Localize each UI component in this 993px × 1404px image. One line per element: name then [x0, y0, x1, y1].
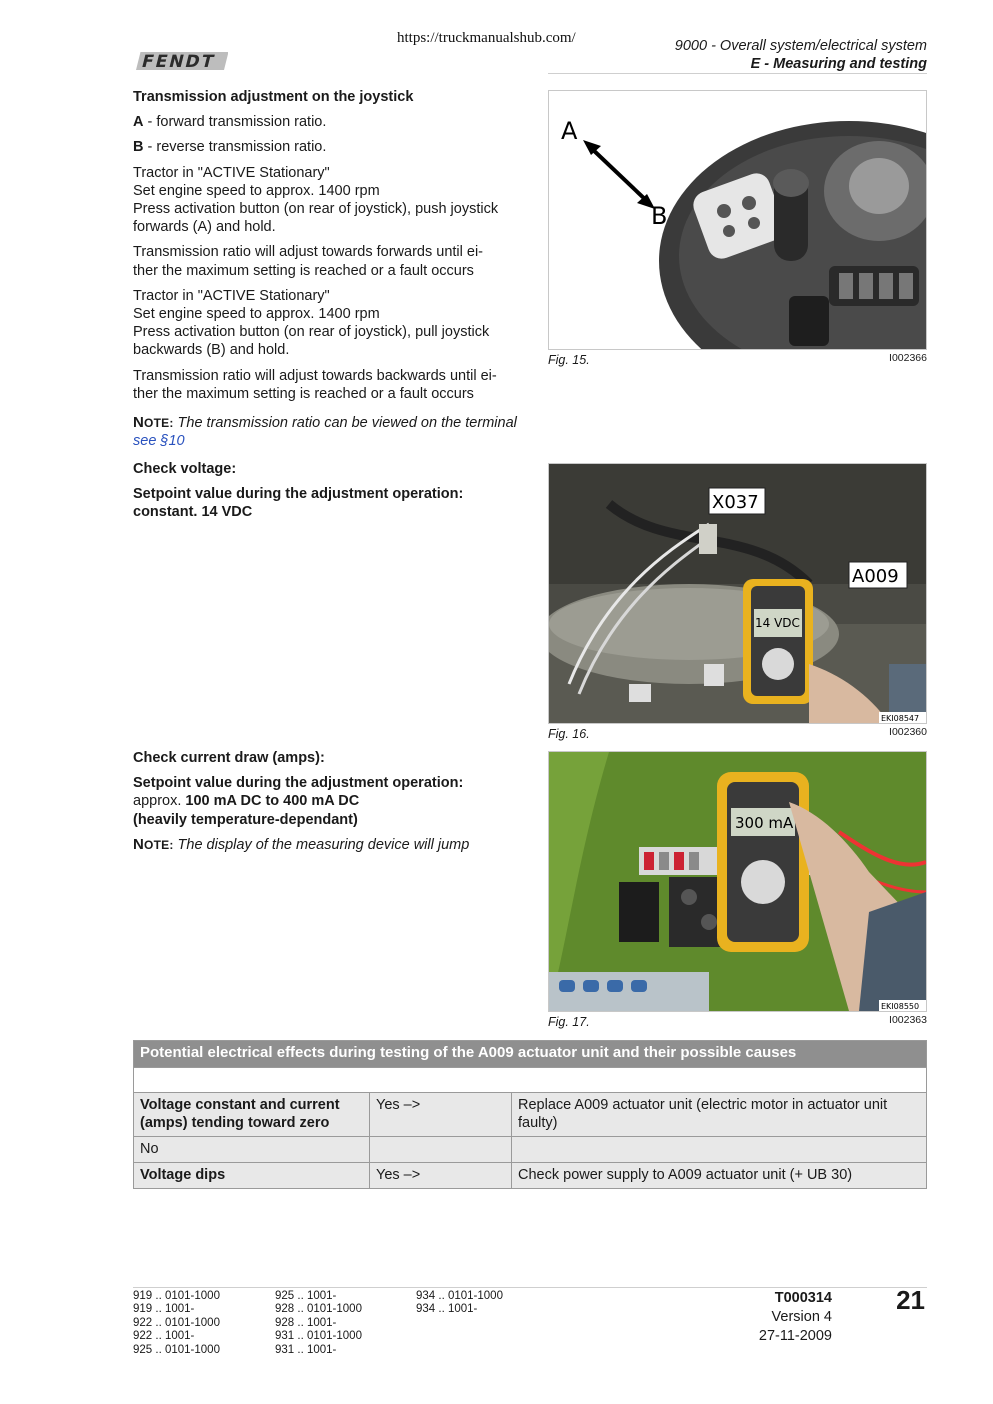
header-system-title: 9000 - Overall system/electrical system — [674, 38, 927, 54]
backward-result: Transmission ratio will adjust towards backwards until ei- ther the maximum setting is reached or a fault occurs — [133, 367, 497, 402]
footer-models-col2: 925 .. 1001- 928 .. 0101-1000 928 .. 1001- 931 .. 0101-1000 931 .. 1001- — [275, 1290, 362, 1356]
document-date: 27-11-2009 — [758, 1328, 832, 1344]
electrical-effects-table — [133, 1040, 927, 1189]
photo-id: EKI08550 — [881, 1002, 920, 1011]
section-check-voltage — [133, 460, 538, 529]
table-row — [134, 1137, 927, 1163]
section-heading: Check current draw (amps): — [133, 750, 325, 766]
table-cell-condition: Voltage dips — [134, 1163, 370, 1189]
forward-result: Transmission ratio will adjust towards forwards until ei- ther the maximum setting is reached or a fault occurs — [133, 244, 483, 279]
header-section-title: E - Measuring and testing — [750, 56, 927, 72]
figure-caption: Fig. 17. I002363 — [548, 1014, 927, 1029]
forward-steps: Tractor in "ACTIVE Stationary" Set engine speed to approx. 1400 rpm Press activation button (on rear of joystick), push joystick forwards (A) and hold. — [133, 164, 499, 236]
figure-caption: Fig. 15. I002366 — [548, 352, 927, 367]
table-spacer-row — [134, 1068, 927, 1093]
legend-b: B - reverse transmission ratio. — [133, 139, 327, 156]
footer-document-info — [759, 1289, 832, 1346]
table-cell-action: Check power supply to A009 actuator unit (+ UB 30) — [512, 1163, 927, 1189]
footer-models-col1: 919 .. 0101-1000 919 .. 1001- 922 .. 0101-1000 922 .. 1001- 925 .. 0101-1000 — [133, 1290, 220, 1356]
figure-15 — [548, 90, 927, 368]
figure-caption: Fig. 16. I002360 — [548, 726, 927, 741]
label-a009: A009 — [852, 566, 899, 587]
joystick-illustration — [549, 91, 926, 349]
page-header — [675, 37, 927, 73]
label-a: A — [561, 117, 578, 145]
table-cell-answer: Yes –> — [370, 1093, 512, 1137]
table-cell-condition: Voltage constant and current (amps) tending toward zero — [134, 1093, 370, 1137]
voltage-setpoint: Setpoint value during the adjustment operation: constant. 14 VDC — [133, 486, 464, 521]
current-measurement-illustration — [549, 752, 926, 1011]
document-id: T000314 — [774, 1290, 832, 1306]
label-x037: X037 — [712, 492, 759, 513]
voltage-measurement-photo — [548, 463, 927, 724]
document-version: Version 4 — [771, 1309, 832, 1325]
page-number: 21 — [896, 1285, 925, 1315]
voltage-measurement-illustration — [549, 464, 926, 723]
current-measurement-photo — [548, 751, 927, 1012]
figure-16 — [548, 463, 927, 742]
table-cell-condition: No — [134, 1137, 370, 1163]
fendt-logo — [133, 50, 228, 72]
table-title: Potential electrical effects during testing of the A009 actuator unit and their possible causes — [134, 1041, 927, 1068]
section-heading: Transmission adjustment on the joystick — [133, 89, 414, 105]
see-section-10-link[interactable]: see §10 — [133, 433, 185, 450]
table-cell-action: Replace A009 actuator unit (electric motor in actuator unit faulty) — [512, 1093, 927, 1137]
table-row — [134, 1163, 927, 1189]
section-heading: Check voltage: — [133, 461, 237, 477]
section-check-current — [133, 749, 538, 861]
source-url[interactable]: https://truckmanualshub.com/ — [397, 30, 576, 46]
table-row — [134, 1093, 927, 1137]
meter-reading: 300 mA — [735, 814, 794, 832]
figure-17 — [548, 751, 927, 1030]
footer-models-col3: 934 .. 0101-1000 934 .. 1001- — [416, 1290, 503, 1316]
footer-divider — [133, 1287, 927, 1288]
joystick-photo — [548, 90, 927, 350]
table-cell-action — [512, 1137, 927, 1163]
meter-reading: 14 VDC — [755, 616, 800, 630]
table-cell-answer — [370, 1137, 512, 1163]
legend-a: A - forward transmission ratio. — [133, 114, 327, 131]
table-cell-answer: Yes –> — [370, 1163, 512, 1189]
note-terminal: NOTE: The transmission ratio can be viewed on the terminal see §10 — [133, 414, 517, 450]
header-divider — [548, 73, 927, 74]
svg-text:FENDT: FENDT — [139, 52, 218, 72]
section-transmission-adjustment — [133, 88, 538, 457]
photo-id: EKI08547 — [881, 714, 920, 723]
backward-steps: Tractor in "ACTIVE Stationary" Set engine speed to approx. 1400 rpm Press activation button (on rear of joystick), pull joystick backwards (B) and hold. — [133, 287, 490, 359]
note-display-jump: NOTE: The display of the measuring device will jump — [133, 835, 470, 853]
current-setpoint: Setpoint value during the adjustment operation: approx. 100 mA DC to 400 mA DC (heavily temperature-dependant) — [133, 775, 464, 828]
label-b: B — [651, 202, 668, 230]
